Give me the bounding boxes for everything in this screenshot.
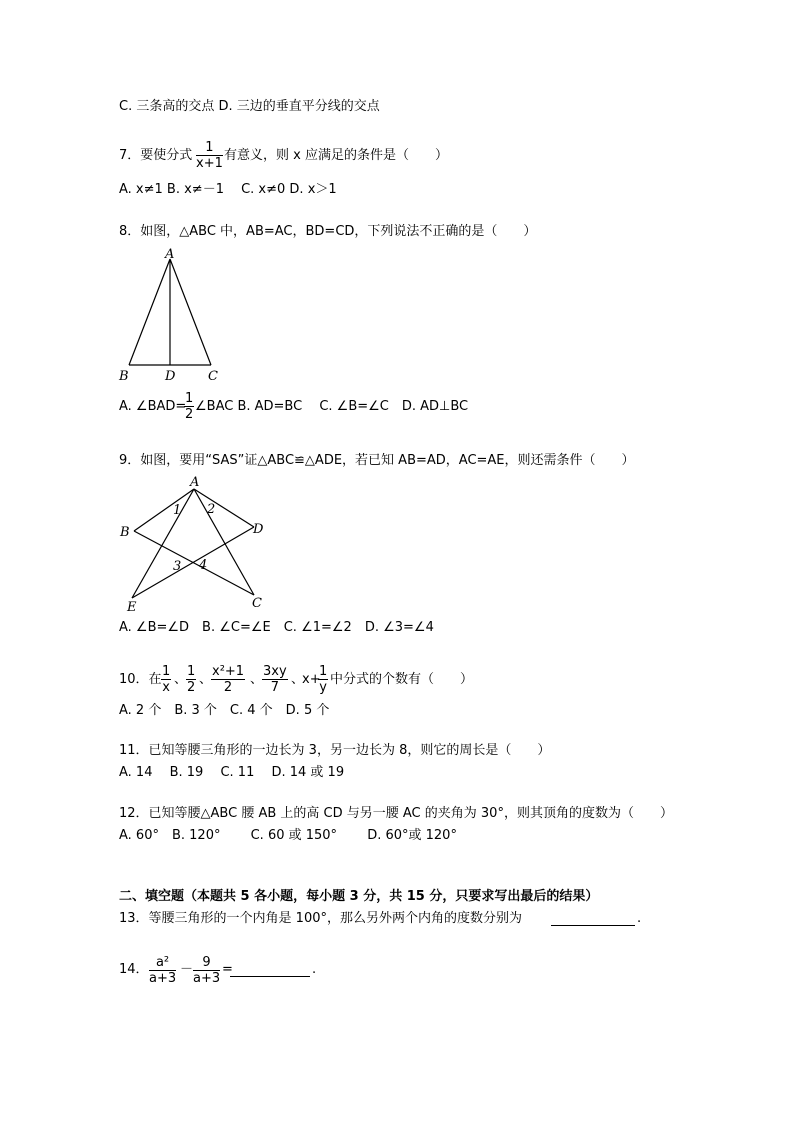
q9-segment-ad [194,489,254,527]
q8-option-a-numerator: 1 [185,391,194,406]
q10-sep-4: 、 [291,672,305,687]
q13-answer-blank[interactable] [551,913,635,926]
q8-option-a-prefix: A. ∠BAD= [119,399,187,414]
q9-angle-1: 1 [173,503,182,518]
q9-label-c: C [252,596,262,611]
q10-f5-denominator: y [319,680,327,695]
q7-fraction-denominator: x+1 [196,156,223,171]
q14-answer-blank[interactable] [230,964,310,977]
q9-figure [112,470,272,615]
q10-f2-numerator: 1 [187,664,196,679]
q10-f4-denominator: 7 [270,680,279,695]
q8-option-a-fraction [184,391,194,422]
q9-label-a: A [190,475,200,490]
q7-prefix: 7．要使分式 [119,148,193,163]
q10-f3-denominator: 2 [223,680,233,695]
q10-f3-numerator: x²+1 [212,664,245,679]
q13-end: . [637,911,642,926]
q13-stem: 13．等腰三角形的一个内角是 100°，那么另外两个内角的度数分别为 [119,911,522,926]
q10-sep-3: 、 [250,672,264,687]
q8-label-a: A [165,247,175,262]
q10-f1-denominator: x [162,680,170,695]
q8-label-b: B [119,369,129,384]
q12-options: A. 60° B. 120° C. 60 或 150° D. 60°或 120° [119,828,457,843]
q7-options: A. x≠1 B. x≠－1 C. x≠0 D. x＞1 [119,182,337,197]
q14-fraction-1 [149,955,176,986]
q12-stem: 12．已知等腰△ABC 腰 AB 上的高 CD 与另一腰 AC 的夹角为 30°，则其顶角的度数为（ ） [119,806,673,821]
q9-angle-2: 2 [207,502,216,517]
q8-stem: 8．如图，△ABC 中，AB=AC，BD=CD，下列说法不正确的是（ ） [119,224,537,239]
q8-label-d: D [165,369,176,384]
q10-fraction-3 [211,664,245,695]
q6-options-tail: C. 三条高的交点 D. 三边的垂直平分线的交点 [119,99,380,114]
q9-label-d: D [253,522,264,537]
q10-sep-1: 、 [174,672,188,687]
q14-fraction-2 [193,955,220,986]
q9-label-e: E [127,600,137,615]
q8-side-ab [129,259,170,365]
q14-equals: = [222,962,233,977]
q8-options-rest: ∠BAC B. AD=BC C. ∠B=∠C D. AD⊥BC [195,399,469,414]
q9-options: A. ∠B=∠D B. ∠C=∠E C. ∠1=∠2 D. ∠3=∠4 [119,620,434,635]
q11-options: A. 14 B. 19 C. 11 D. 14 或 19 [119,765,345,780]
q9-label-b: B [120,525,130,540]
q7-fraction [196,140,223,171]
q8-side-ac [170,259,211,365]
q10-fraction-4 [262,664,288,695]
q10-suffix: 中分式的个数有（ ） [330,672,474,687]
q8-triangle-figure [110,245,230,385]
q10-f5-numerator: 1 [319,664,328,679]
section2-title: 二、填空题（本题共 5 各小题，每小题 3 分，共 15 分，只要求写出最后的结果） [119,889,599,904]
q10-prefix: 10．在 [119,672,162,687]
q14-end: . [312,962,317,977]
q7-fraction-numerator: 1 [196,140,223,156]
q14-f2-numerator: 9 [193,955,220,971]
q10-f5-prefix: x+ [302,672,321,687]
q9-segment-ab [134,489,194,531]
q14-f1-denominator: a+3 [149,971,177,986]
q14-f1-numerator: a² [149,955,176,971]
q10-fraction-1 [161,664,171,695]
q14-prefix: 14． [119,962,149,977]
q10-f1-numerator: 1 [162,664,171,679]
q10-sep-2: 、 [199,672,213,687]
q14-f2-denominator: a+3 [193,971,221,986]
q10-fraction-5 [318,664,328,695]
q8-label-c: C [208,369,218,384]
q10-f2-denominator: 2 [187,680,196,695]
q9-stem: 9．如图，要用“SAS”证△ABC≌△ADE，若已知 AB=AD，AC=AE，则还需条件（ ） [119,453,635,468]
q10-fraction-2 [186,664,196,695]
q9-angle-4: 4 [199,558,208,573]
q8-option-a-denominator: 2 [185,407,194,422]
q10-f4-numerator: 3xy [263,664,287,679]
q7-suffix: 有意义，则 x 应满足的条件是（ ） [224,148,448,163]
q9-segment-ae [132,489,194,598]
q10-options: A. 2 个 B. 3 个 C. 4 个 D. 5 个 [119,703,330,718]
q11-stem: 11．已知等腰三角形的一边长为 3，另一边长为 8，则它的周长是（ ） [119,743,551,758]
q9-angle-3: 3 [173,559,182,574]
q14-minus: － [180,962,194,977]
